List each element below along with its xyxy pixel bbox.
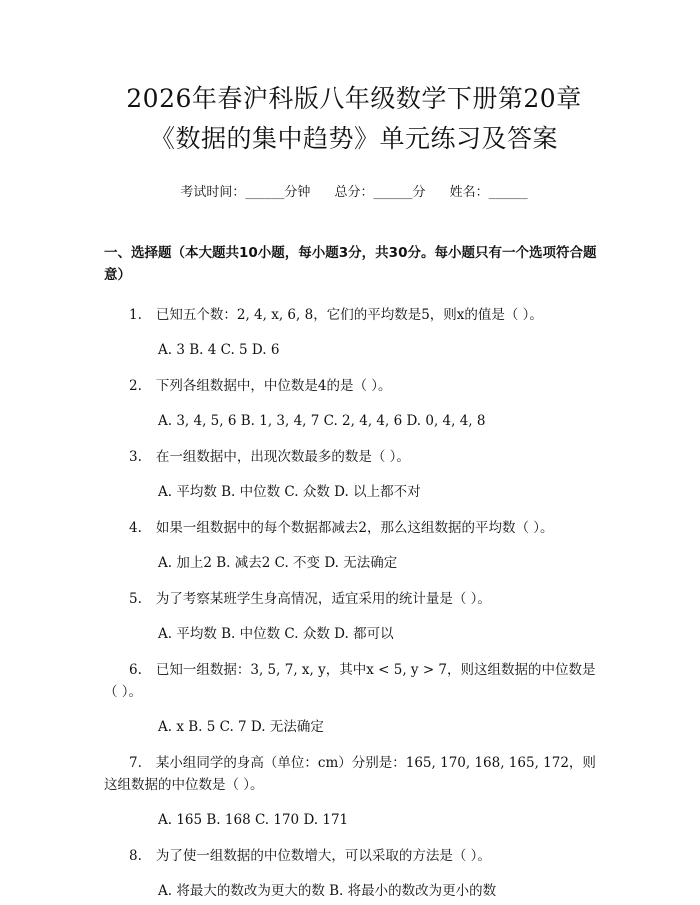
student-name: 姓名：______ xyxy=(449,185,528,200)
question-text: 如果一组数据中的每个数据都减去2，那么这组数据的平均数（ ）。 xyxy=(155,520,554,536)
exam-time: 考试时间：______分钟 xyxy=(180,185,311,200)
question-7-options: A. 165 B. 168 C. 170 D. 171 xyxy=(158,812,349,828)
question-4-options: A. 加上2 B. 减去2 C. 不变 D. 无法确定 xyxy=(158,555,398,571)
exam-score: 总分：______分 xyxy=(334,185,426,200)
question-text: 已知五个数：2, 4, x, 6, 8，它们的平均数是5，则x的值是（ ）。 xyxy=(155,307,543,323)
title-line-1: 2026年春沪科版八年级数学下册第20章 xyxy=(126,84,582,113)
question-number: 1. xyxy=(129,307,142,323)
question-1-options: A. 3 B. 4 C. 5 D. 6 xyxy=(158,342,280,358)
question-list xyxy=(104,304,604,902)
question-text: 已知一组数据：3, 5, 7, x, y，其中x < 5, y > 7，则这组数据的中位数是（ ）。 xyxy=(104,662,596,700)
question-number: 4. xyxy=(129,520,142,536)
page-title xyxy=(104,0,604,159)
question-text: 为了使一组数据的中位数增大，可以采取的方法是（ ）。 xyxy=(155,848,491,864)
title-line-2: 《数据的集中趋势》单元练习及答案 xyxy=(149,124,558,153)
question-2 xyxy=(104,375,604,397)
question-5 xyxy=(104,588,604,610)
question-number: 6. xyxy=(129,662,142,678)
question-4 xyxy=(104,517,604,539)
question-3-options: A. 平均数 B. 中位数 C. 众数 D. 以上都不对 xyxy=(158,484,421,500)
question-1 xyxy=(104,304,604,326)
question-number: 5. xyxy=(129,591,142,607)
question-8-options: A. 将最大的数改为更大的数 B. 将最小的数改为更小的数 xyxy=(158,883,497,899)
question-7 xyxy=(104,752,604,796)
question-number: 3. xyxy=(129,449,142,465)
question-number: 8. xyxy=(129,848,142,864)
exam-info xyxy=(104,183,604,203)
question-text: 在一组数据中，出现次数最多的数是（ ）。 xyxy=(155,449,410,465)
question-6 xyxy=(104,659,604,703)
question-number: 2. xyxy=(129,378,142,394)
section-heading: 一、选择题（本大题共10小题，每小题3分，共30分。每小题只有一个选项符合题意） xyxy=(104,245,597,283)
question-8 xyxy=(104,845,604,867)
question-text: 为了考察某班学生身高情况，适宜采用的统计量是（ ）。 xyxy=(155,591,491,607)
question-text: 下列各组数据中，中位数是4的是（ ）。 xyxy=(155,378,392,394)
question-number: 7. xyxy=(129,755,142,771)
question-text: 某小组同学的身高（单位：cm）分别是：165, 170, 168, 165, 172，则这组数据的中位数是（ ）。 xyxy=(104,755,596,793)
question-3 xyxy=(104,446,604,468)
question-5-options: A. 平均数 B. 中位数 C. 众数 D. 都可以 xyxy=(158,626,394,642)
question-2-options: A. 3, 4, 5, 6 B. 1, 3, 4, 7 C. 2, 4, 4, 6 D. 0, 4, 4, 8 xyxy=(158,413,486,429)
question-6-options: A. x B. 5 C. 7 D. 无法确定 xyxy=(158,719,324,735)
